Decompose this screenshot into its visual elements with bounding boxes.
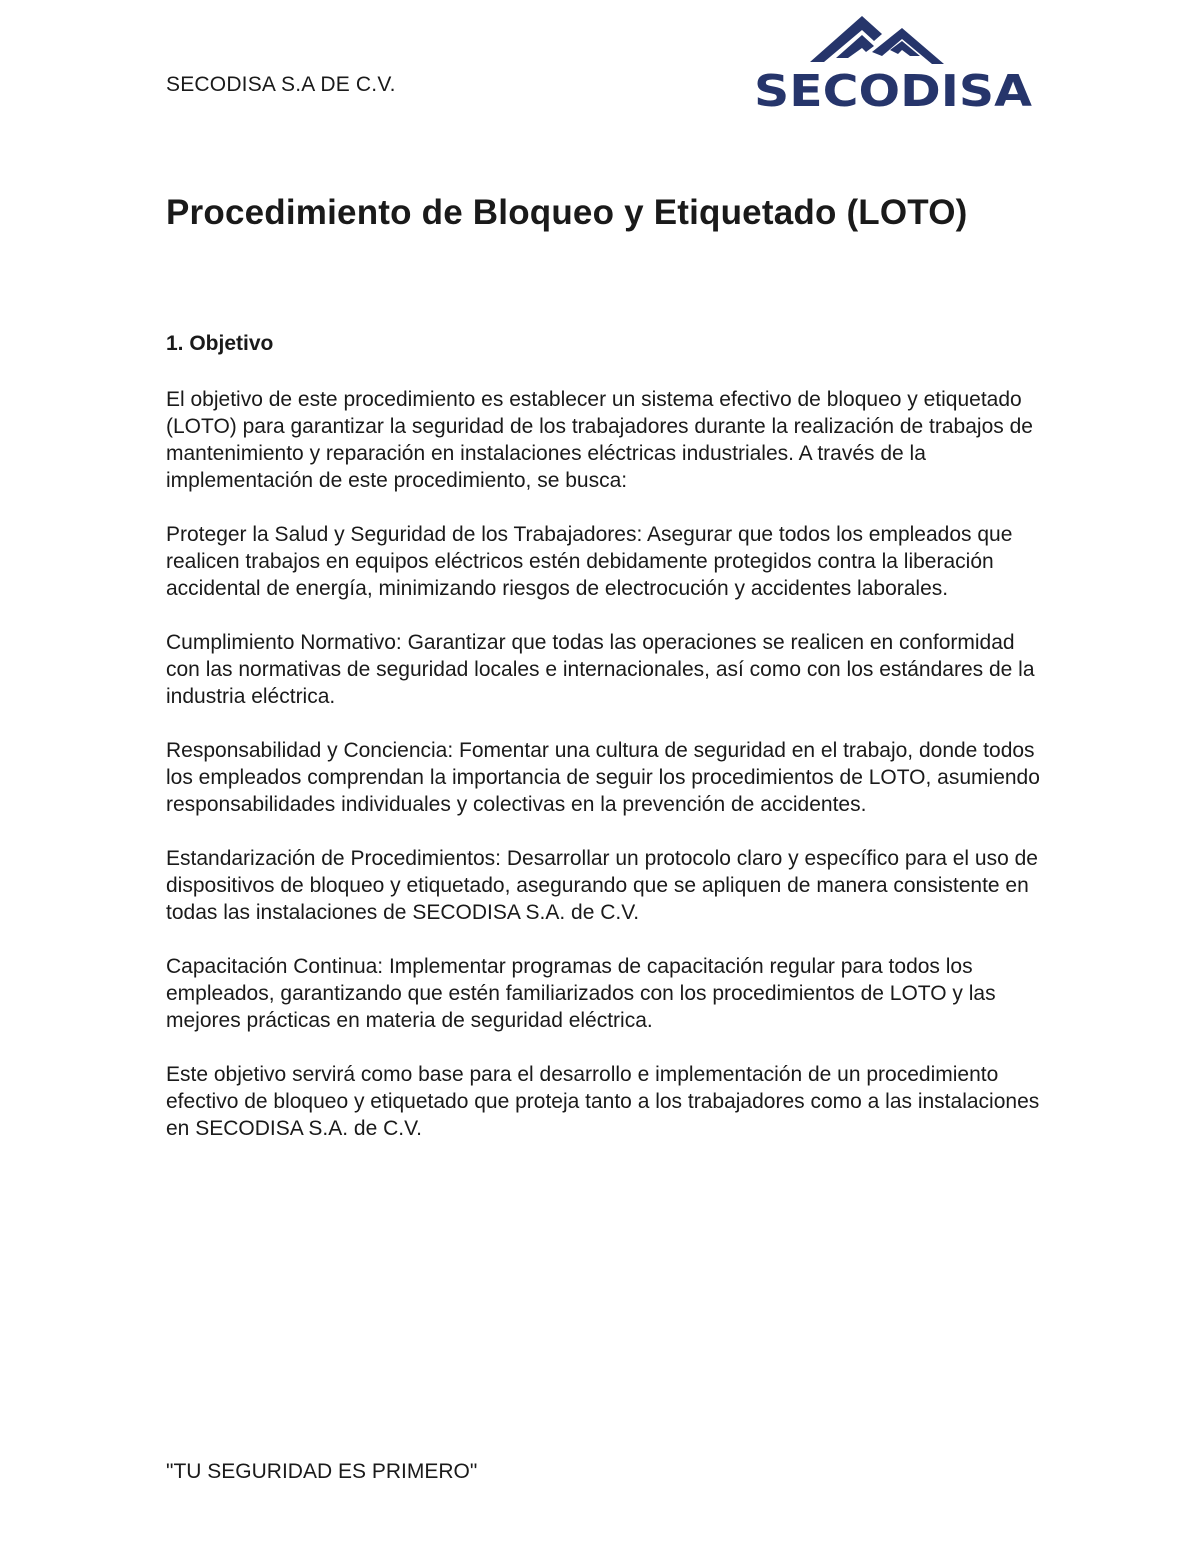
- svg-text:SECODISA: SECODISA: [754, 66, 1032, 115]
- document-title: Procedimiento de Bloqueo y Etiquetado (LOTO): [166, 193, 968, 232]
- paragraph-cumplimiento: Cumplimiento Normativo: Garantizar que todas las operaciones se realicen en conformidad con las normativas de seguridad locales e internacionales, así como con los estándares de la industria eléctrica.: [166, 631, 1035, 708]
- paragraph-capacitacion: Capacitación Continua: Implementar programas de capacitación regular para todos los empleados, garantizando que estén familiarizados con los procedimientos de LOTO y las mejores prácticas en materia de seguridad eléctrica.: [166, 955, 996, 1032]
- secodisa-logo: [750, 10, 1040, 115]
- paragraph-intro: El objetivo de este procedimiento es establecer un sistema efectivo de bloqueo y etiquetado (LOTO) para garantizar la seguridad de los trabajadores durante la realización de trabajos de mantenimiento y reparación en instalaciones eléctricas industriales. A través de la implementación de este procedimiento, se busca:: [166, 388, 1033, 492]
- logo-mountains-icon: [810, 16, 944, 64]
- footer-slogan: "TU SEGURIDAD ES PRIMERO": [166, 1460, 478, 1483]
- paragraph-conclusion: Este objetivo servirá como base para el desarrollo e implementación de un procedimiento efectivo de bloqueo y etiquetado que proteja tanto a los trabajadores como a las instalaciones en SECODISA S.A. de C.V.: [166, 1063, 1040, 1140]
- section-heading: 1. Objetivo: [166, 332, 274, 355]
- paragraph-salud-seguridad: Proteger la Salud y Seguridad de los Trabajadores: Asegurar que todos los empleados que realicen trabajos en equipos eléctricos estén debidamente protegidos contra la liberación accidental de energía, minimizando riesgos de electrocución y accidentes laborales.: [166, 523, 1013, 600]
- document-body: [166, 386, 1046, 1169]
- paragraph-responsabilidad: Responsabilidad y Conciencia: Fomentar una cultura de seguridad en el trabajo, donde todos los empleados comprendan la importancia de seguir los procedimientos de LOTO, asumiendo responsabilidades individuales y colectivas en la prevención de accidentes.: [166, 739, 1040, 816]
- company-header: SECODISA S.A DE C.V.: [166, 73, 396, 96]
- paragraph-estandarizacion: Estandarización de Procedimientos: Desarrollar un protocolo claro y específico para el uso de dispositivos de bloqueo y etiquetado, asegurando que se apliquen de manera consistente en todas las instalaciones de SECODISA S.A. de C.V.: [166, 847, 1038, 924]
